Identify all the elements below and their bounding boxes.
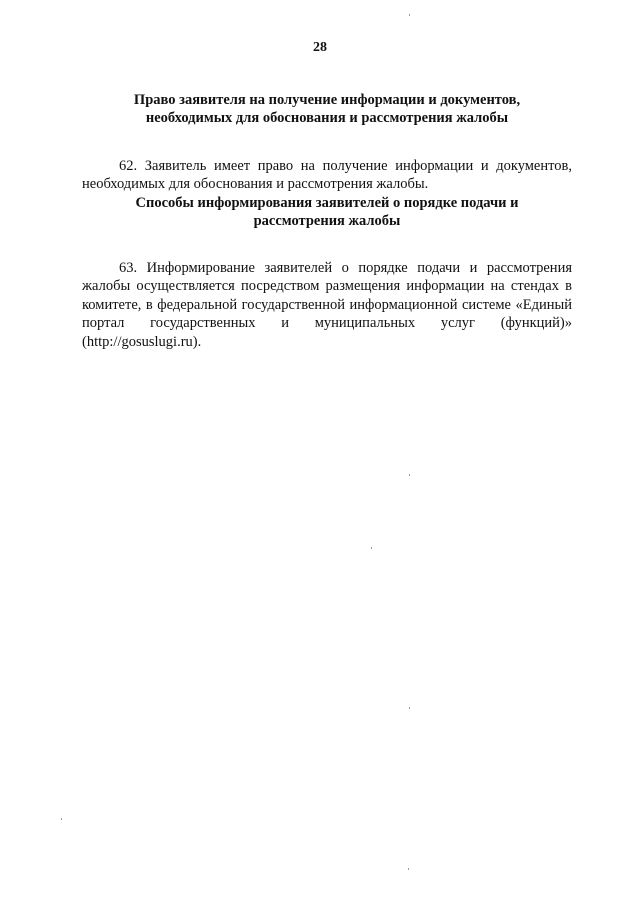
section-heading-complaint-info-right bbox=[82, 91, 572, 127]
paragraph-62: 62. Заявитель имеет право на получение информации и документов, необходимых для обоснования и рассмотрения жалобы. bbox=[82, 157, 572, 192]
page-number: 28 bbox=[313, 40, 327, 55]
heading-line: рассмотрения жалобы bbox=[253, 213, 401, 229]
scan-speck bbox=[409, 707, 410, 709]
paragraph-63: 63. Информирование заявителей о порядке подачи и рассмотрения жалобы осуществляется посредством размещения информации на стендах в комитете, в федеральной государственной информационной системе «Единый портал государственных и муниципальных услуг (функций)» (http://gosuslugi.ru). bbox=[82, 259, 572, 350]
heading-line: Право заявителя на получение информации и документов, bbox=[133, 92, 521, 108]
heading-line: Способы информирования заявителей о порядке подачи и bbox=[135, 195, 519, 211]
scan-speck bbox=[409, 14, 410, 16]
scan-speck bbox=[371, 547, 372, 549]
section-heading-informing-methods bbox=[82, 194, 572, 230]
heading-line: необходимых для обоснования и рассмотрения жалобы bbox=[145, 110, 509, 126]
scan-speck bbox=[409, 474, 410, 476]
scan-speck bbox=[61, 818, 62, 820]
scan-speck bbox=[408, 868, 409, 870]
